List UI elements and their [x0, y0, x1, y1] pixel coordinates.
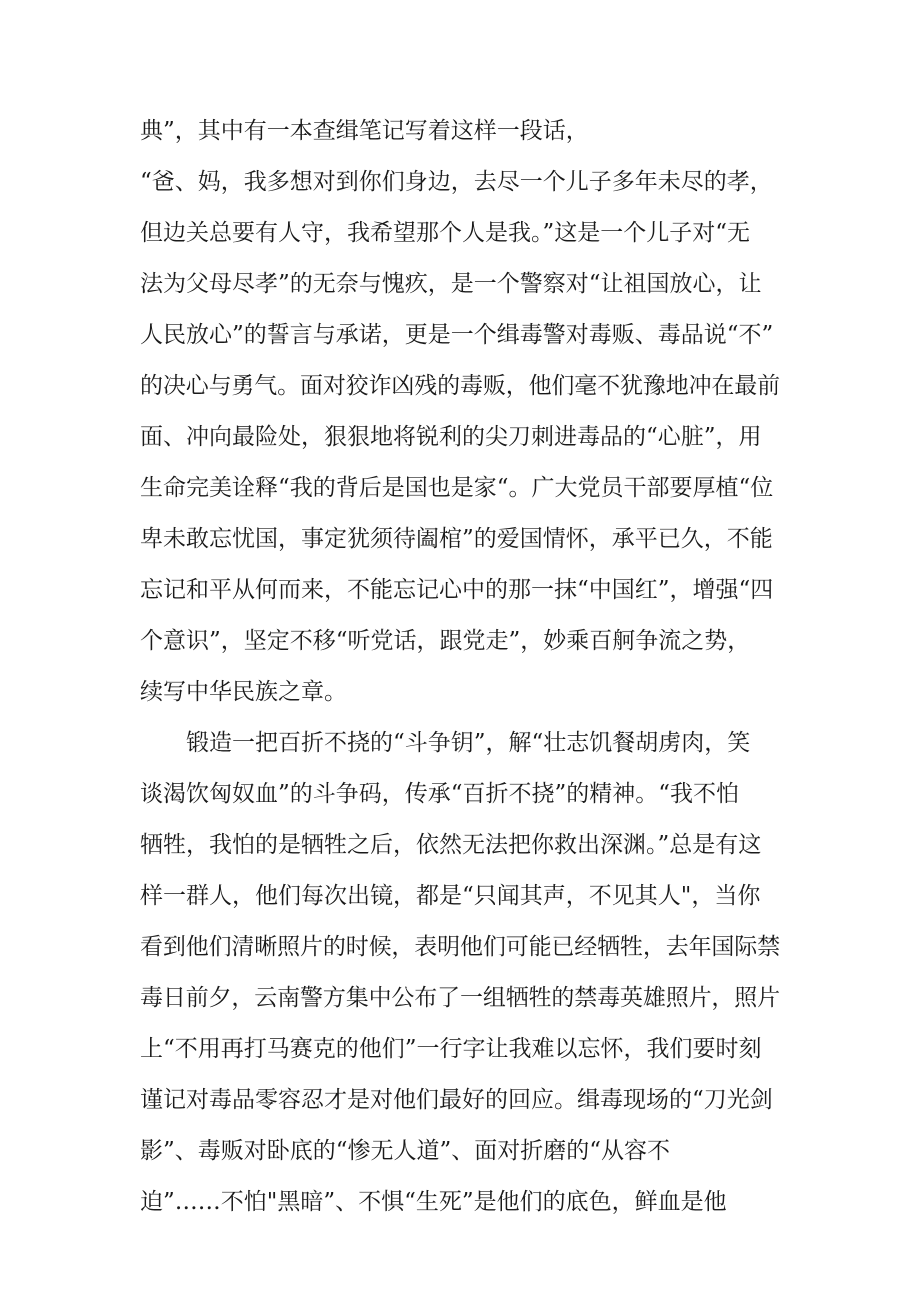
text-line: 人民放心”的誓言与承诺，更是一个缉毒警对毒贩、毒品说“不” [140, 322, 774, 348]
text-line: 影”、毒贩对卧底的“惨无人道”、面对折磨的“从容不 [140, 1138, 671, 1164]
text-line: 迫”……不怕"黑暗”、不惧“生死”是他们的底色，鲜血是他 [140, 1189, 727, 1215]
text-line: 样一群人，他们每次出镜，都是“只闻其声，不见其人"，当你 [140, 883, 761, 909]
text-line: 的决心与勇气。面对狡诈凶残的毒贩，他们毫不犹豫地冲在最前 [140, 373, 781, 399]
text-line: 面、冲向最险处，狠狠地将锐利的尖刀刺进毒品的“心脏”，用 [140, 424, 762, 450]
text-line: 续写中华民族之章。 [140, 679, 347, 705]
text-line: 谈渴饮匈奴血”的斗争码，传承“百折不挠”的精神。“我不怕 [140, 781, 740, 807]
text-line: 个意识”，坚定不移“听党话，跟党走”，妙乘百舸争流之势， [140, 628, 751, 654]
text-line: 但边关总要有人守，我希望那个人是我。”这是一个儿子对“无 [140, 220, 751, 246]
text-line: 卑未敢忘忧国，事定犹须待阖棺”的爱国情怀，承平已久，不能 [140, 526, 773, 552]
text-line: 毒日前夕，云南警方集中公布了一组牺牲的禁毒英雄照片，照片 [140, 985, 781, 1011]
paragraph-first-line: 锻造一把百折不挠的“斗争钥”，解“壮志饥餐胡虏肉，笑 [186, 730, 751, 756]
text-line: “爸、妈，我多想对到你们身边，去尽一个儿子多年未尽的孝， [140, 169, 773, 195]
text-line: 看到他们清晰照片的时候，表明他们可能已经牺牲，去年国际禁 [140, 934, 781, 960]
text-line: 上“不用再打马赛克的他们”一行字让我难以忘怀，我们要时刻 [140, 1036, 762, 1062]
text-line: 生命完美诠释“我的背后是国也是家“。广大党员干部要厚植“位 [140, 475, 774, 501]
text-line: 忘记和平从何而来，不能忘记心中的那一抹“中国红”，增强“四 [140, 577, 774, 603]
text-line: 谨记对毒品零容忍才是对他们最好的回应。缉毒现场的“刀光剑 [140, 1087, 773, 1113]
text-line: 法为父母尽孝”的无奈与愧疚，是一个警察对“让祖国放心，让 [140, 271, 762, 297]
text-line: 牺牲，我怕的是牺牲之后，依然无法把你救出深渊。”总是有这 [140, 832, 762, 858]
body-text [140, 106, 780, 1228]
text-line: 典”，其中有一本查缉笔记写着这样一段话， [140, 118, 589, 144]
